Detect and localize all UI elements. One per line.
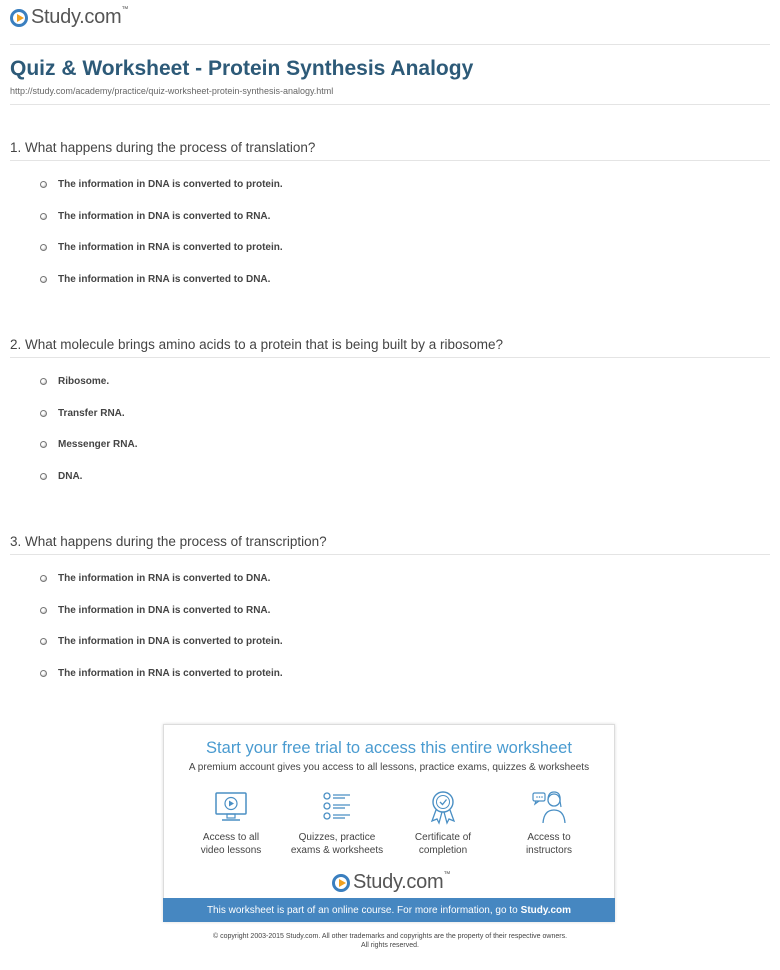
answer-option[interactable]: The information in RNA is converted to DNA.	[40, 573, 270, 584]
answer-option[interactable]: The information in RNA is converted to protein.	[40, 668, 283, 679]
question-3: 3. What happens during the process of transcription?	[10, 534, 327, 549]
feature-instructors: Access to instructors	[494, 789, 604, 857]
feature-certificate: Certificate of completion	[388, 789, 498, 857]
promo-subtitle: A premium account gives you access to all lessons, practice exams, quizzes & worksheets	[188, 762, 590, 773]
promo-info-bar: This worksheet is part of an online course. For more information, go to Study.com	[163, 898, 615, 922]
answer-option[interactable]: The information in RNA is converted to DNA.	[40, 274, 270, 285]
answer-option[interactable]: The information in DNA is converted to protein.	[40, 636, 283, 647]
free-trial-promo[interactable]	[163, 724, 615, 922]
header-divider	[10, 44, 770, 45]
study-link[interactable]: Study.com	[520, 904, 572, 916]
feature-quizzes: Quizzes, practice exams & worksheets	[282, 789, 392, 857]
radio-button[interactable]	[40, 181, 47, 188]
radio-button[interactable]	[40, 607, 47, 614]
promo-study-logo[interactable]	[332, 871, 450, 894]
answer-option[interactable]: Ribosome.	[40, 376, 109, 387]
page-title: Quiz & Worksheet - Protein Synthesis Analogy	[10, 57, 474, 80]
answer-option[interactable]: The information in DNA is converted to RNA.	[40, 211, 270, 222]
answer-option[interactable]: The information in RNA is converted to protein.	[40, 242, 283, 253]
radio-button[interactable]	[40, 244, 47, 251]
question-1: 1. What happens during the process of translation?	[10, 140, 316, 155]
radio-button[interactable]	[40, 276, 47, 283]
answer-option[interactable]: Messenger RNA.	[40, 439, 137, 450]
radio-button[interactable]	[40, 473, 47, 480]
study-logo[interactable]	[10, 6, 128, 29]
question-divider	[10, 554, 770, 555]
answer-option[interactable]: The information in DNA is converted to protein.	[40, 179, 283, 190]
play-logo-icon	[332, 874, 350, 892]
video-lesson-icon	[213, 789, 249, 825]
question-divider	[10, 357, 770, 358]
answer-option[interactable]: The information in DNA is converted to RNA.	[40, 605, 270, 616]
question-2: 2. What molecule brings amino acids to a protein that is being built by a ribosome?	[10, 337, 504, 352]
logo-text: Study.com™	[353, 871, 451, 893]
radio-button[interactable]	[40, 575, 47, 582]
answer-option[interactable]: DNA.	[40, 471, 82, 482]
copyright-footer: © copyright 2003-2015 Study.com. All other trademarks and copyrights are the property of their respective owners. All rights reserved.	[212, 933, 568, 949]
instructor-icon	[531, 789, 567, 825]
radio-button[interactable]	[40, 638, 47, 645]
radio-button[interactable]	[40, 378, 47, 385]
quiz-list-icon	[319, 789, 355, 825]
radio-button[interactable]	[40, 410, 47, 417]
answer-option[interactable]: Transfer RNA.	[40, 408, 125, 419]
logo-text: Study.com™	[31, 6, 129, 28]
radio-button[interactable]	[40, 213, 47, 220]
promo-title[interactable]: Start your free trial to access this entire worksheet	[206, 739, 572, 757]
feature-video-lessons: Access to all video lessons	[176, 789, 286, 857]
radio-button[interactable]	[40, 670, 47, 677]
certificate-icon	[425, 789, 461, 825]
radio-button[interactable]	[40, 441, 47, 448]
play-logo-icon	[10, 9, 28, 27]
question-divider	[10, 160, 770, 161]
title-divider	[10, 104, 770, 105]
page-url: http://study.com/academy/practice/quiz-worksheet-protein-synthesis-analogy.html	[10, 86, 334, 96]
